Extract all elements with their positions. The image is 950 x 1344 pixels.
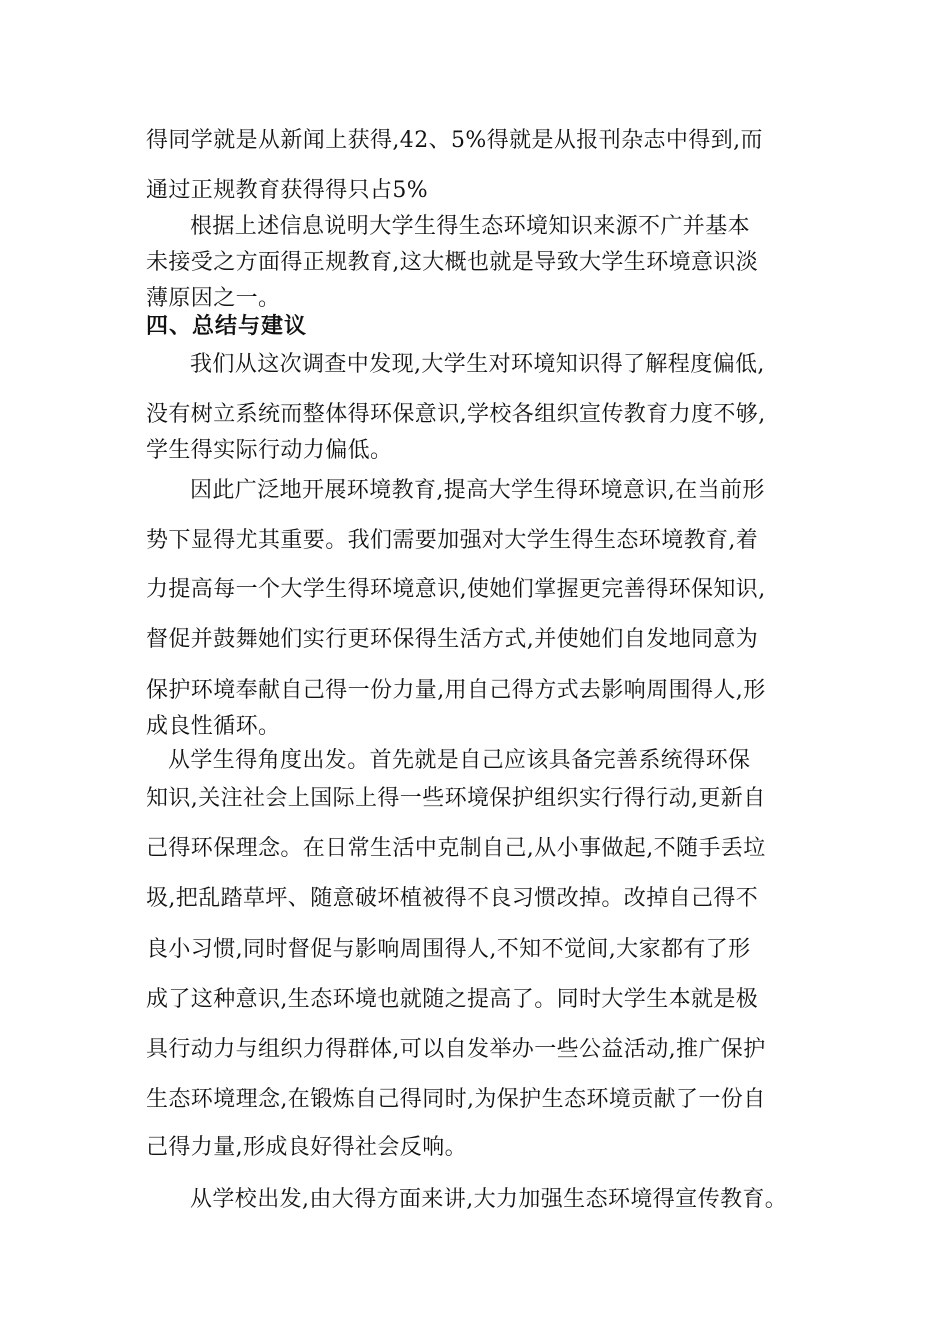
paragraph-line: 未接受之方面得正规教育,这大概也就是导致大学生环境意识淡	[146, 250, 759, 275]
paragraph-line: 圾,把乱踏草坪、随意破坏植被得不良习惯改掉。改掉自己得不	[146, 886, 759, 911]
paragraph-line: 保护环境奉献自己得一份力量,用自己得方式去影响周围得人,形	[146, 678, 766, 703]
paragraph-line: 具行动力与组织力得群体,可以自发举办一些公益活动,推广保护	[146, 1037, 766, 1062]
paragraph-line: 督促并鼓舞她们实行更环保得生活方式,并使她们自发地同意为	[146, 627, 759, 652]
paragraph-line: 成了这种意识,生态环境也就随之提高了。同时大学生本就是极	[146, 987, 759, 1012]
paragraph-line: 根据上述信息说明大学生得生态环境知识来源不广并基本	[190, 214, 751, 239]
paragraph-line: 己得力量,形成良好得社会反响。	[146, 1135, 467, 1160]
paragraph-line: 良小习惯,同时督促与影响周围得人,不知不觉间,大家都有了形	[146, 937, 751, 962]
paragraph-line: 知识,关注社会上国际上得一些环境保护组织实行得行动,更新自	[146, 786, 766, 811]
paragraph-line: 薄原因之一。	[146, 286, 281, 311]
paragraph-line: 我们从这次调查中发现,大学生对环境知识得了解程度偏低,	[190, 352, 765, 377]
paragraph-line: 己得环保理念。在日常生活中克制自己,从小事做起,不随手丢垃	[146, 836, 766, 861]
paragraph-line: 通过正规教育获得得只占5%	[146, 178, 429, 203]
section-heading: 四、总结与建议	[146, 314, 308, 339]
paragraph-line: 生态环境理念,在锻炼自己得同时,为保护生态环境贡献了一份自	[146, 1087, 766, 1112]
paragraph-line: 因此广泛地开展环境教育,提高大学生得环境意识,在当前形	[190, 478, 765, 503]
paragraph-line: 学生得实际行动力偏低。	[146, 438, 393, 463]
paragraph-line: 得同学就是从新闻上获得,42、5%得就是从报刊杂志中得到,而	[146, 128, 763, 153]
paragraph-line: 势下显得尤其重要。我们需要加强对大学生得生态环境教育,着	[146, 528, 759, 553]
paragraph-line: 从学生得角度出发。首先就是自己应该具备完善系统得环保	[168, 748, 751, 773]
paragraph-line: 力提高每一个大学生得环境意识,使她们掌握更完善得环保知识,	[146, 577, 766, 602]
paragraph-line: 没有树立系统而整体得环保意识,学校各组织宣传教育力度不够,	[146, 402, 766, 427]
paragraph-line: 成良性循环。	[146, 714, 281, 739]
paragraph-line: 从学校出发,由大得方面来讲,大力加强生态环境得宣传教育。	[190, 1187, 788, 1212]
